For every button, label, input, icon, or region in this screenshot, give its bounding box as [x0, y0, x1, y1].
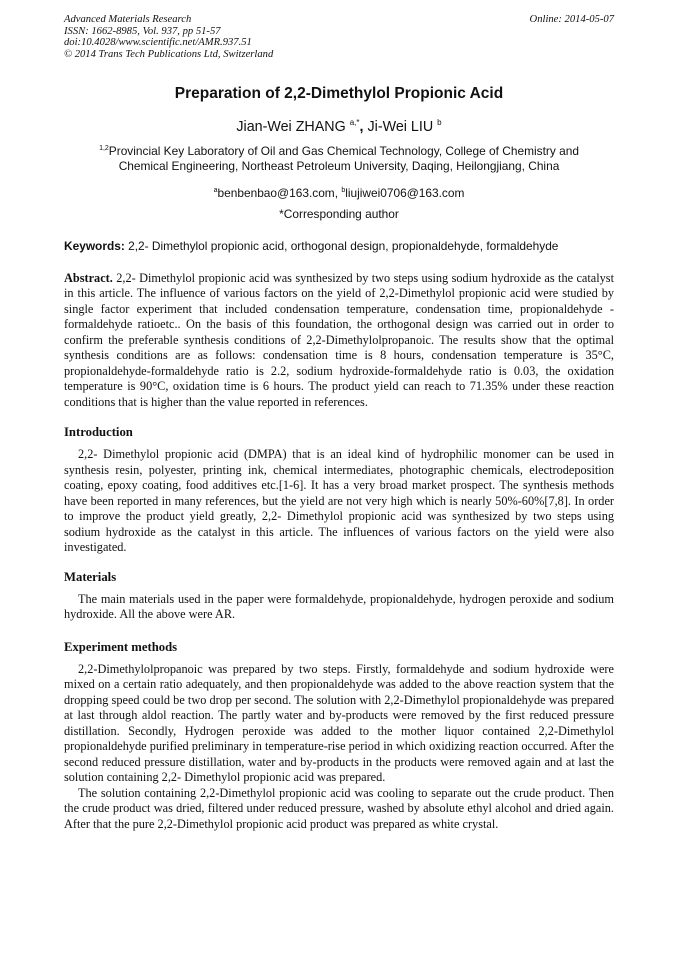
- keywords-label: Keywords:: [64, 238, 125, 253]
- affiliation-line-2: Chemical Engineering, Northeast Petroleum University, Daqing, Heilongjiang, China: [118, 158, 560, 173]
- keywords: [64, 239, 614, 253]
- abstract: [64, 271, 614, 411]
- materials-paragraph: The main materials used in the paper were formaldehyde, propionaldehyde, hydrogen peroxide and sodium hydroxide. All the above were AR.: [64, 591, 614, 622]
- corresponding-author-note: *Corresponding author: [279, 206, 399, 221]
- keywords-text: 2,2- Dimethylol propionic acid, orthogonal design, propionaldehyde, formaldehyde: [128, 238, 559, 253]
- experiment-paragraph-2: The solution containing 2,2-Dimethylol propionic acid was cooling to separate out the crude product. Then the crude product was dried, filtered under reduced pressure, washed by absolute ethyl alcohol and dried again. After that the pure 2,2-Dimethylol propionic acid product was prepared as white crystal.: [64, 785, 614, 831]
- affiliation-sup: 1,2: [99, 145, 109, 153]
- affiliation-line-1: Provincial Key Laboratory of Oil and Gas Chemical Technology, College of Chemistry and: [108, 144, 579, 159]
- author-line: [64, 118, 614, 135]
- email-b-link[interactable]: liujiwei0706@163.com: [345, 185, 465, 200]
- author-separator: ,: [359, 119, 364, 136]
- introduction-heading: Introduction: [64, 425, 133, 440]
- experiment-methods-heading: Experiment methods: [64, 639, 178, 654]
- abstract-text: 2,2- Dimethylol propionic acid was synthesized by two steps using sodium hydroxide as the catalyst in this article. The influence of various factors on the yield of 2,2-Dimethylol propionic acid were studied by single factor experiment that included condensation temperature, condensation time, propionaldehyde -formaldehyde ratioetc.. On the basis of this foundation, the orthogonal design was carried out in order to confirm the preferable synthesis conditions of 2,2-Dimethylolpropanoic. The results show that the optimal synthesis conditions are as follows: condensation time is 8 hours, condensation temperature is 35°C, propionaldehyde-formaldehyde ratio is 2.2, sodium hydroxide-formaldehyde ratio is 0.03, the oxidation temperature is 90°C, oxidation time is 6 hours. The product yield can reach to 71.35% under these reaction conditions that is higher than the value reported in references.: [64, 270, 614, 409]
- abstract-label: Abstract.: [64, 270, 113, 285]
- author-2-name: Ji-Wei LIU: [367, 119, 434, 136]
- email-line: [64, 186, 614, 200]
- materials-heading: Materials: [64, 569, 117, 584]
- issn-line: ISSN: 1662-8985, Vol. 937, pp 51-57: [64, 25, 221, 37]
- author-2-sup: b: [437, 118, 442, 128]
- journal-name: Advanced Materials Research: [64, 14, 192, 25]
- author-1-sup: a,*: [349, 118, 360, 128]
- paper-page: [64, 14, 614, 832]
- journal-header: [64, 14, 614, 60]
- introduction-paragraph: 2,2- Dimethylol propionic acid (DMPA) that is an ideal kind of hydrophilic monomer can be used in synthesis resin, polyester, printing ink, chemical intermediates, photographic chemicals, electrodeposition coating, epoxy coating, food additives etc.[1-6]. It has a very broad market prospect. The synthesis methods have been reported in many references, but the yield are not very high which is nearly 50%-60%[7,8]. In order to improve the product yield greatly, 2,2- Dimethylol propionic acid was synthesized by two steps using sodium hydroxide as the catalyst in this article. The influences of various factors on the yield were also investigated.: [64, 447, 614, 555]
- author-1-name: Jian-Wei ZHANG: [236, 119, 346, 136]
- paper-title: Preparation of 2,2-Dimethylol Propionic Acid: [174, 85, 504, 103]
- experiment-paragraph-1: 2,2-Dimethylolpropanoic was prepared by two steps. Firstly, formaldehyde and sodium hydroxide were mixed on a certain ratio adequately, and then propionaldehyde was added to the above reaction system that the dropping speed could be two drop per second. The solution with 2,2-Dimethylol propionaldehyde was prepared at last through aldol reaction. The partly water and by-products were removed by the first reduced pressure distillation. Secondly, Hydrogen peroxide was added to the mother liquor contained 2,2-Dimethylol propionaldehyde purified preliminary in temperature-rise period in which oxidizing reaction occurred. After the second reduced pressure distillation, water and by-products in the products were removed again and at last the solution containing 2,2- Dimethylol propionic acid was prepared.: [64, 661, 614, 785]
- copyright-line: © 2014 Trans Tech Publications Ltd, Switzerland: [64, 48, 274, 60]
- online-date: Online: 2014-05-07: [529, 14, 614, 25]
- email-a-sup: a: [213, 186, 218, 194]
- email-a-link[interactable]: benbenbao@163.com,: [217, 185, 339, 200]
- affiliation: [64, 142, 614, 173]
- email-b-sup: b: [341, 186, 346, 194]
- doi-line: doi:10.4028/www.scientific.net/AMR.937.51: [64, 37, 252, 49]
